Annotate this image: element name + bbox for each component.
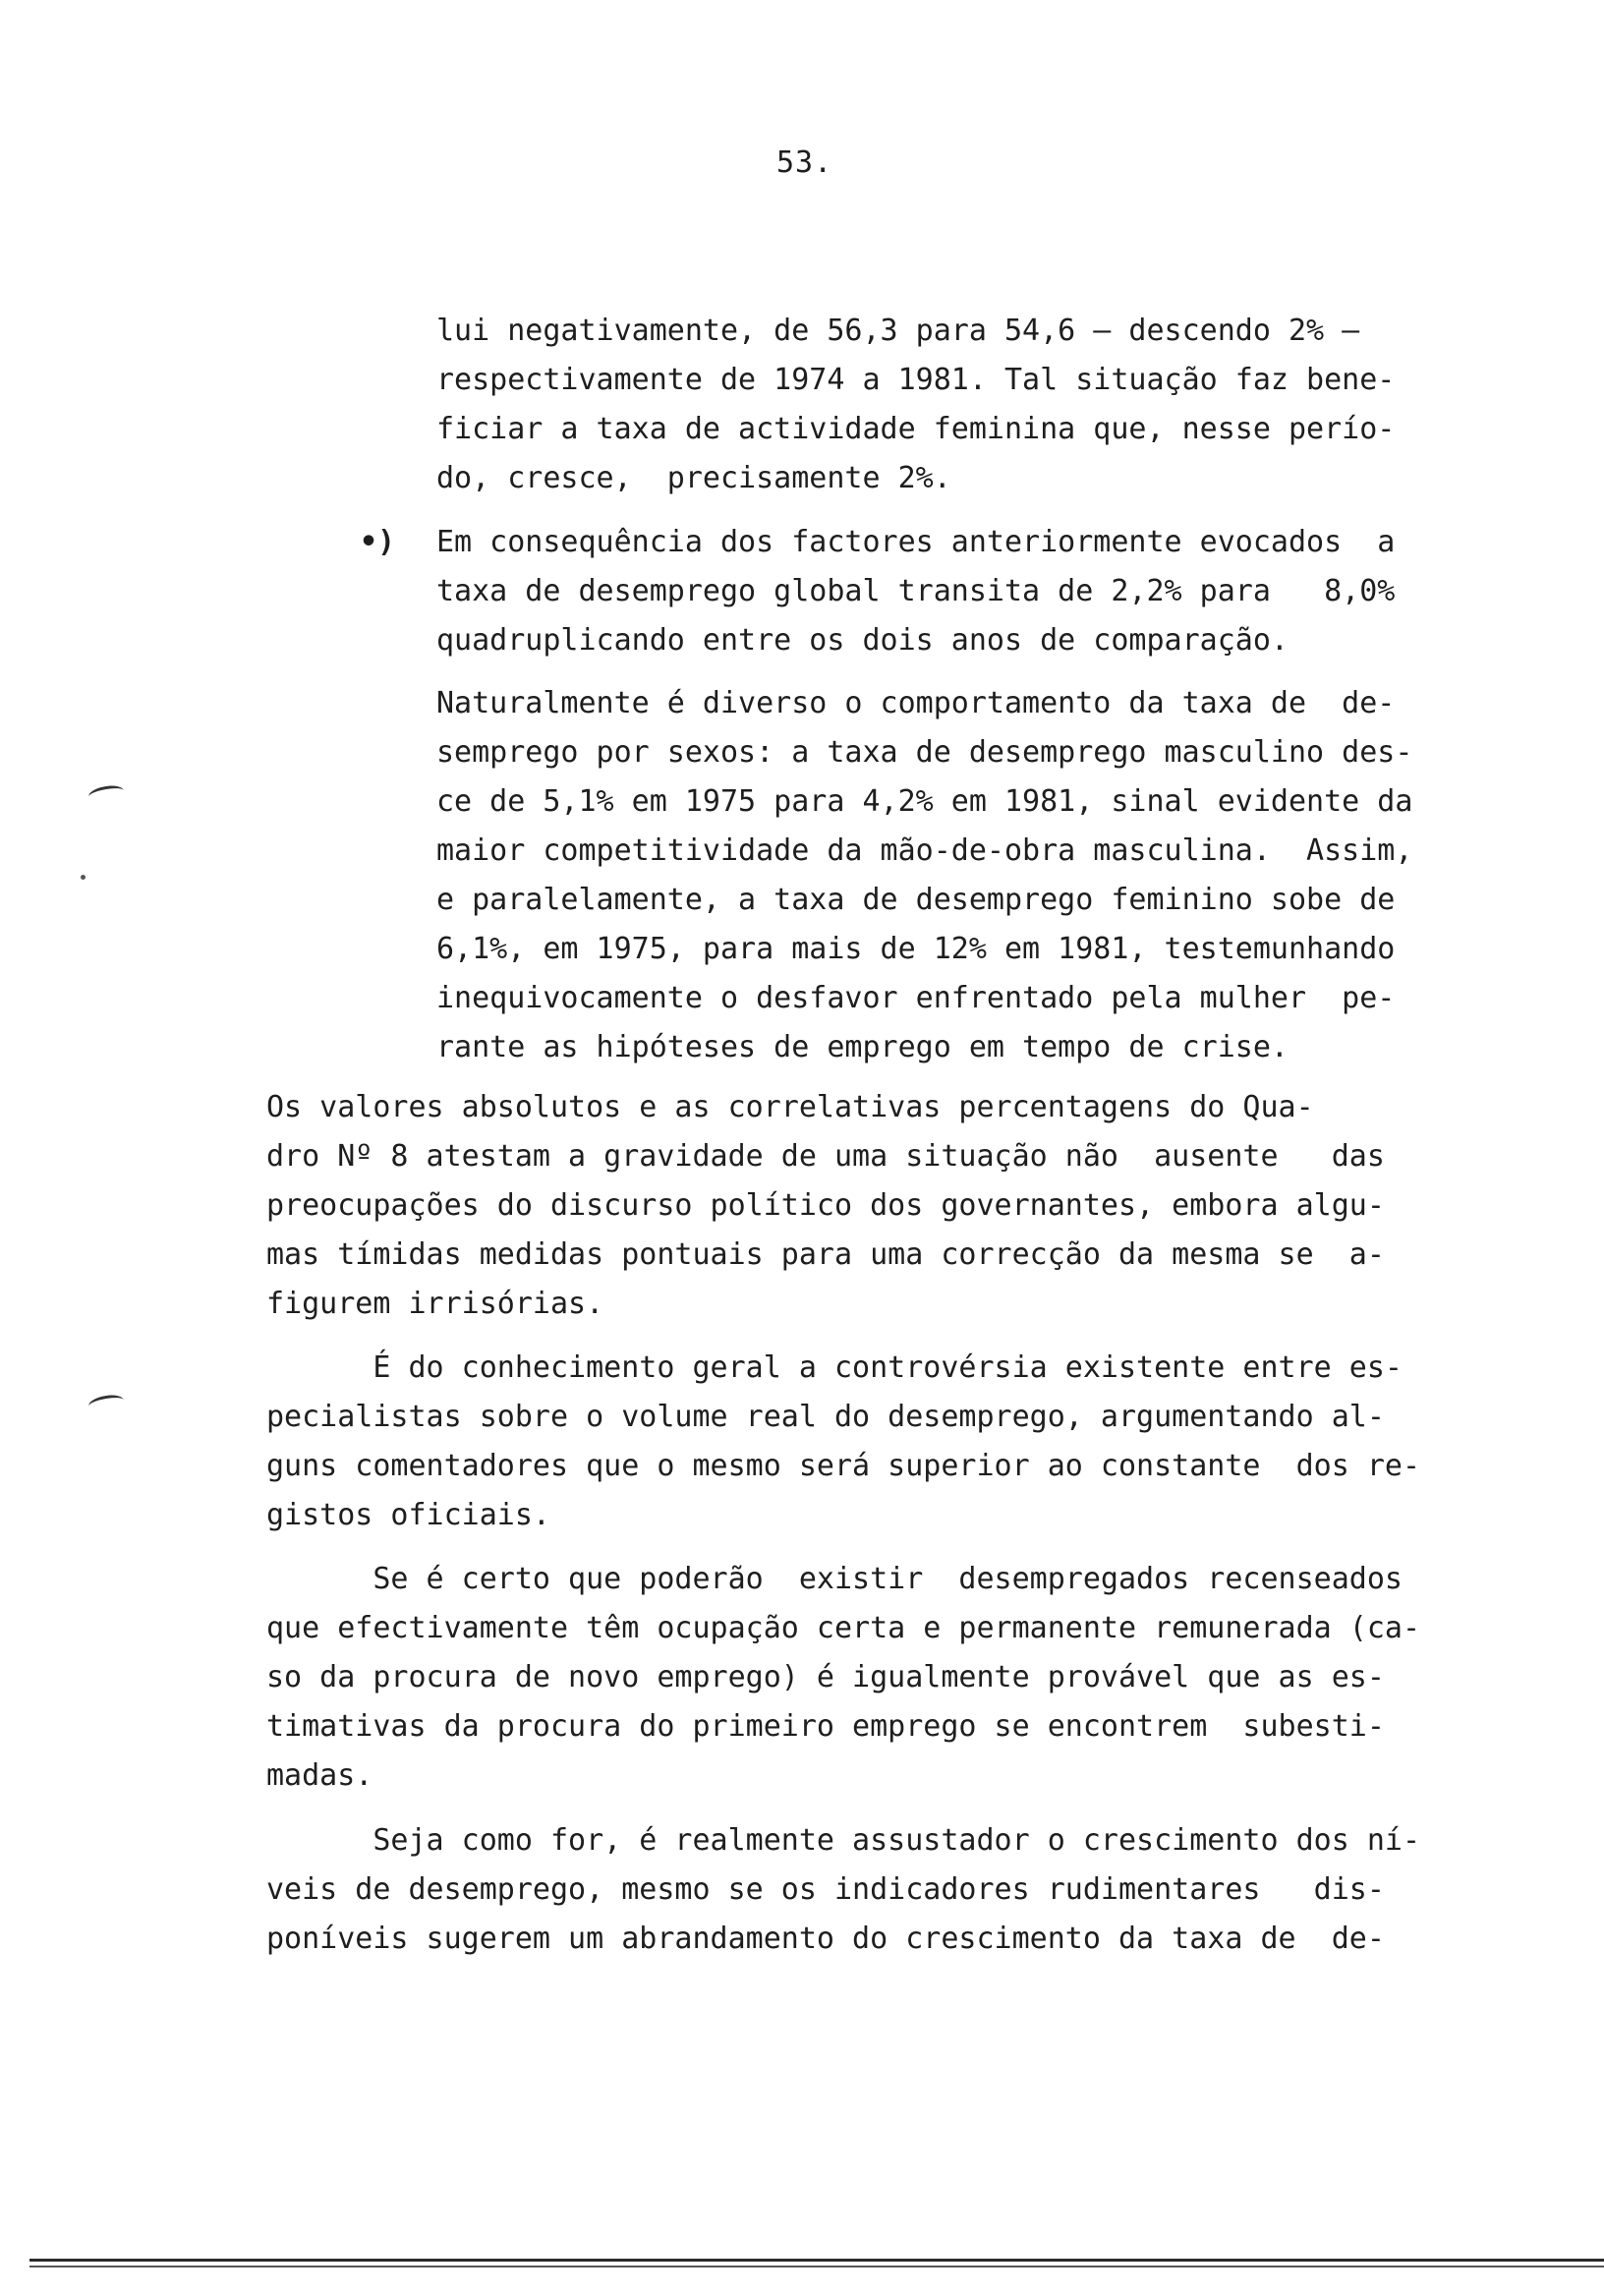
text-line: ce de 5,1% em 1975 para 4,2% em 1981, sinal evidente da <box>436 784 1413 819</box>
text-line: pecialistas sobre o volume real do desemprego, argumentando al- <box>266 1400 1385 1434</box>
paragraph-by-sex <box>436 679 1412 1072</box>
text-line: lui negativamente, de 56,3 para 54,6 — descendo 2% — <box>436 314 1360 348</box>
paragraph-bullet-item <box>436 518 1395 665</box>
text-line: preocupações do discurso político dos governantes, embora algu- <box>266 1188 1385 1223</box>
page-number: 53. <box>776 145 833 180</box>
text-line: Em consequência dos factores anteriormente evocados a <box>436 525 1396 559</box>
paragraph-quadro-8 <box>266 1083 1385 1329</box>
margin-mark <box>87 783 125 804</box>
text-line: que efectivamente têm ocupação certa e permanente remunerada (ca- <box>266 1611 1420 1645</box>
text-line: veis de desemprego, mesmo se os indicadores rudimentares dis- <box>266 1872 1385 1907</box>
text-line: e paralelamente, a taxa de desemprego feminino sobe de <box>436 883 1396 917</box>
text-line: respectivamente de 1974 a 1981. Tal situação faz bene- <box>436 363 1396 397</box>
text-line: poníveis sugerem um abrandamento do crescimento da taxa de de- <box>266 1922 1385 1956</box>
text-line: guns comentadores que o mesmo será superior ao constante dos re- <box>266 1449 1420 1483</box>
bullet-marker: •) <box>360 525 396 559</box>
text-line: É do conhecimento geral a controvérsia existente entre es- <box>266 1350 1403 1385</box>
text-line: madas. <box>266 1758 373 1793</box>
text-line: rante as hipóteses de emprego em tempo de crise. <box>436 1030 1289 1064</box>
text-line: timativas da procura do primeiro emprego se encontrem subesti- <box>266 1709 1385 1744</box>
text-line: mas tímidas medidas pontuais para uma correcção da mesma se a- <box>266 1237 1385 1272</box>
text-line: taxa de desemprego global transita de 2,2% para 8,0% <box>436 574 1396 608</box>
text-line: dro Nº 8 atestam a gravidade de uma situação não ausente das <box>266 1139 1385 1174</box>
margin-mark <box>87 1393 125 1413</box>
text-line: 6,1%, em 1975, para mais de 12% em 1981, testemunhando <box>436 932 1396 966</box>
text-line: Naturalmente é diverso o comportamento da taxa de de- <box>436 686 1396 720</box>
text-line: Os valores absolutos e as correlativas percentagens do Qua- <box>266 1090 1314 1124</box>
text-line: Seja como for, é realmente assustador o crescimento dos ní- <box>266 1823 1420 1858</box>
text-line: Se é certo que poderão existir desempregados recenseados <box>266 1562 1403 1596</box>
bottom-rule <box>29 2266 1604 2267</box>
text-line: inequivocamente o desfavor enfrentado pela mulher pe- <box>436 981 1396 1015</box>
text-line: ficiar a taxa de actividade feminina que, nesse perío- <box>436 412 1396 446</box>
text-line: so da procura de novo emprego) é igualmente provável que as es- <box>266 1660 1385 1694</box>
text-line: do, cresce, precisamente 2%. <box>436 461 951 495</box>
paragraph-continuation <box>436 307 1395 503</box>
text-line: semprego por sexos: a taxa de desemprego masculino des- <box>436 735 1413 770</box>
text-line: quadruplicando entre os dois anos de comparação. <box>436 623 1289 658</box>
bottom-rule <box>29 2259 1604 2262</box>
paragraph-seja-como-for <box>266 1816 1420 1964</box>
text-line: gistos oficiais. <box>266 1498 550 1532</box>
text-line: maior competitividade da mão-de-obra masculina. Assim, <box>436 833 1413 868</box>
text-line: figurem irrisórias. <box>266 1287 604 1321</box>
margin-dot <box>81 875 86 880</box>
paragraph-controversia <box>266 1344 1420 1540</box>
paragraph-desempregados <box>266 1555 1420 1801</box>
